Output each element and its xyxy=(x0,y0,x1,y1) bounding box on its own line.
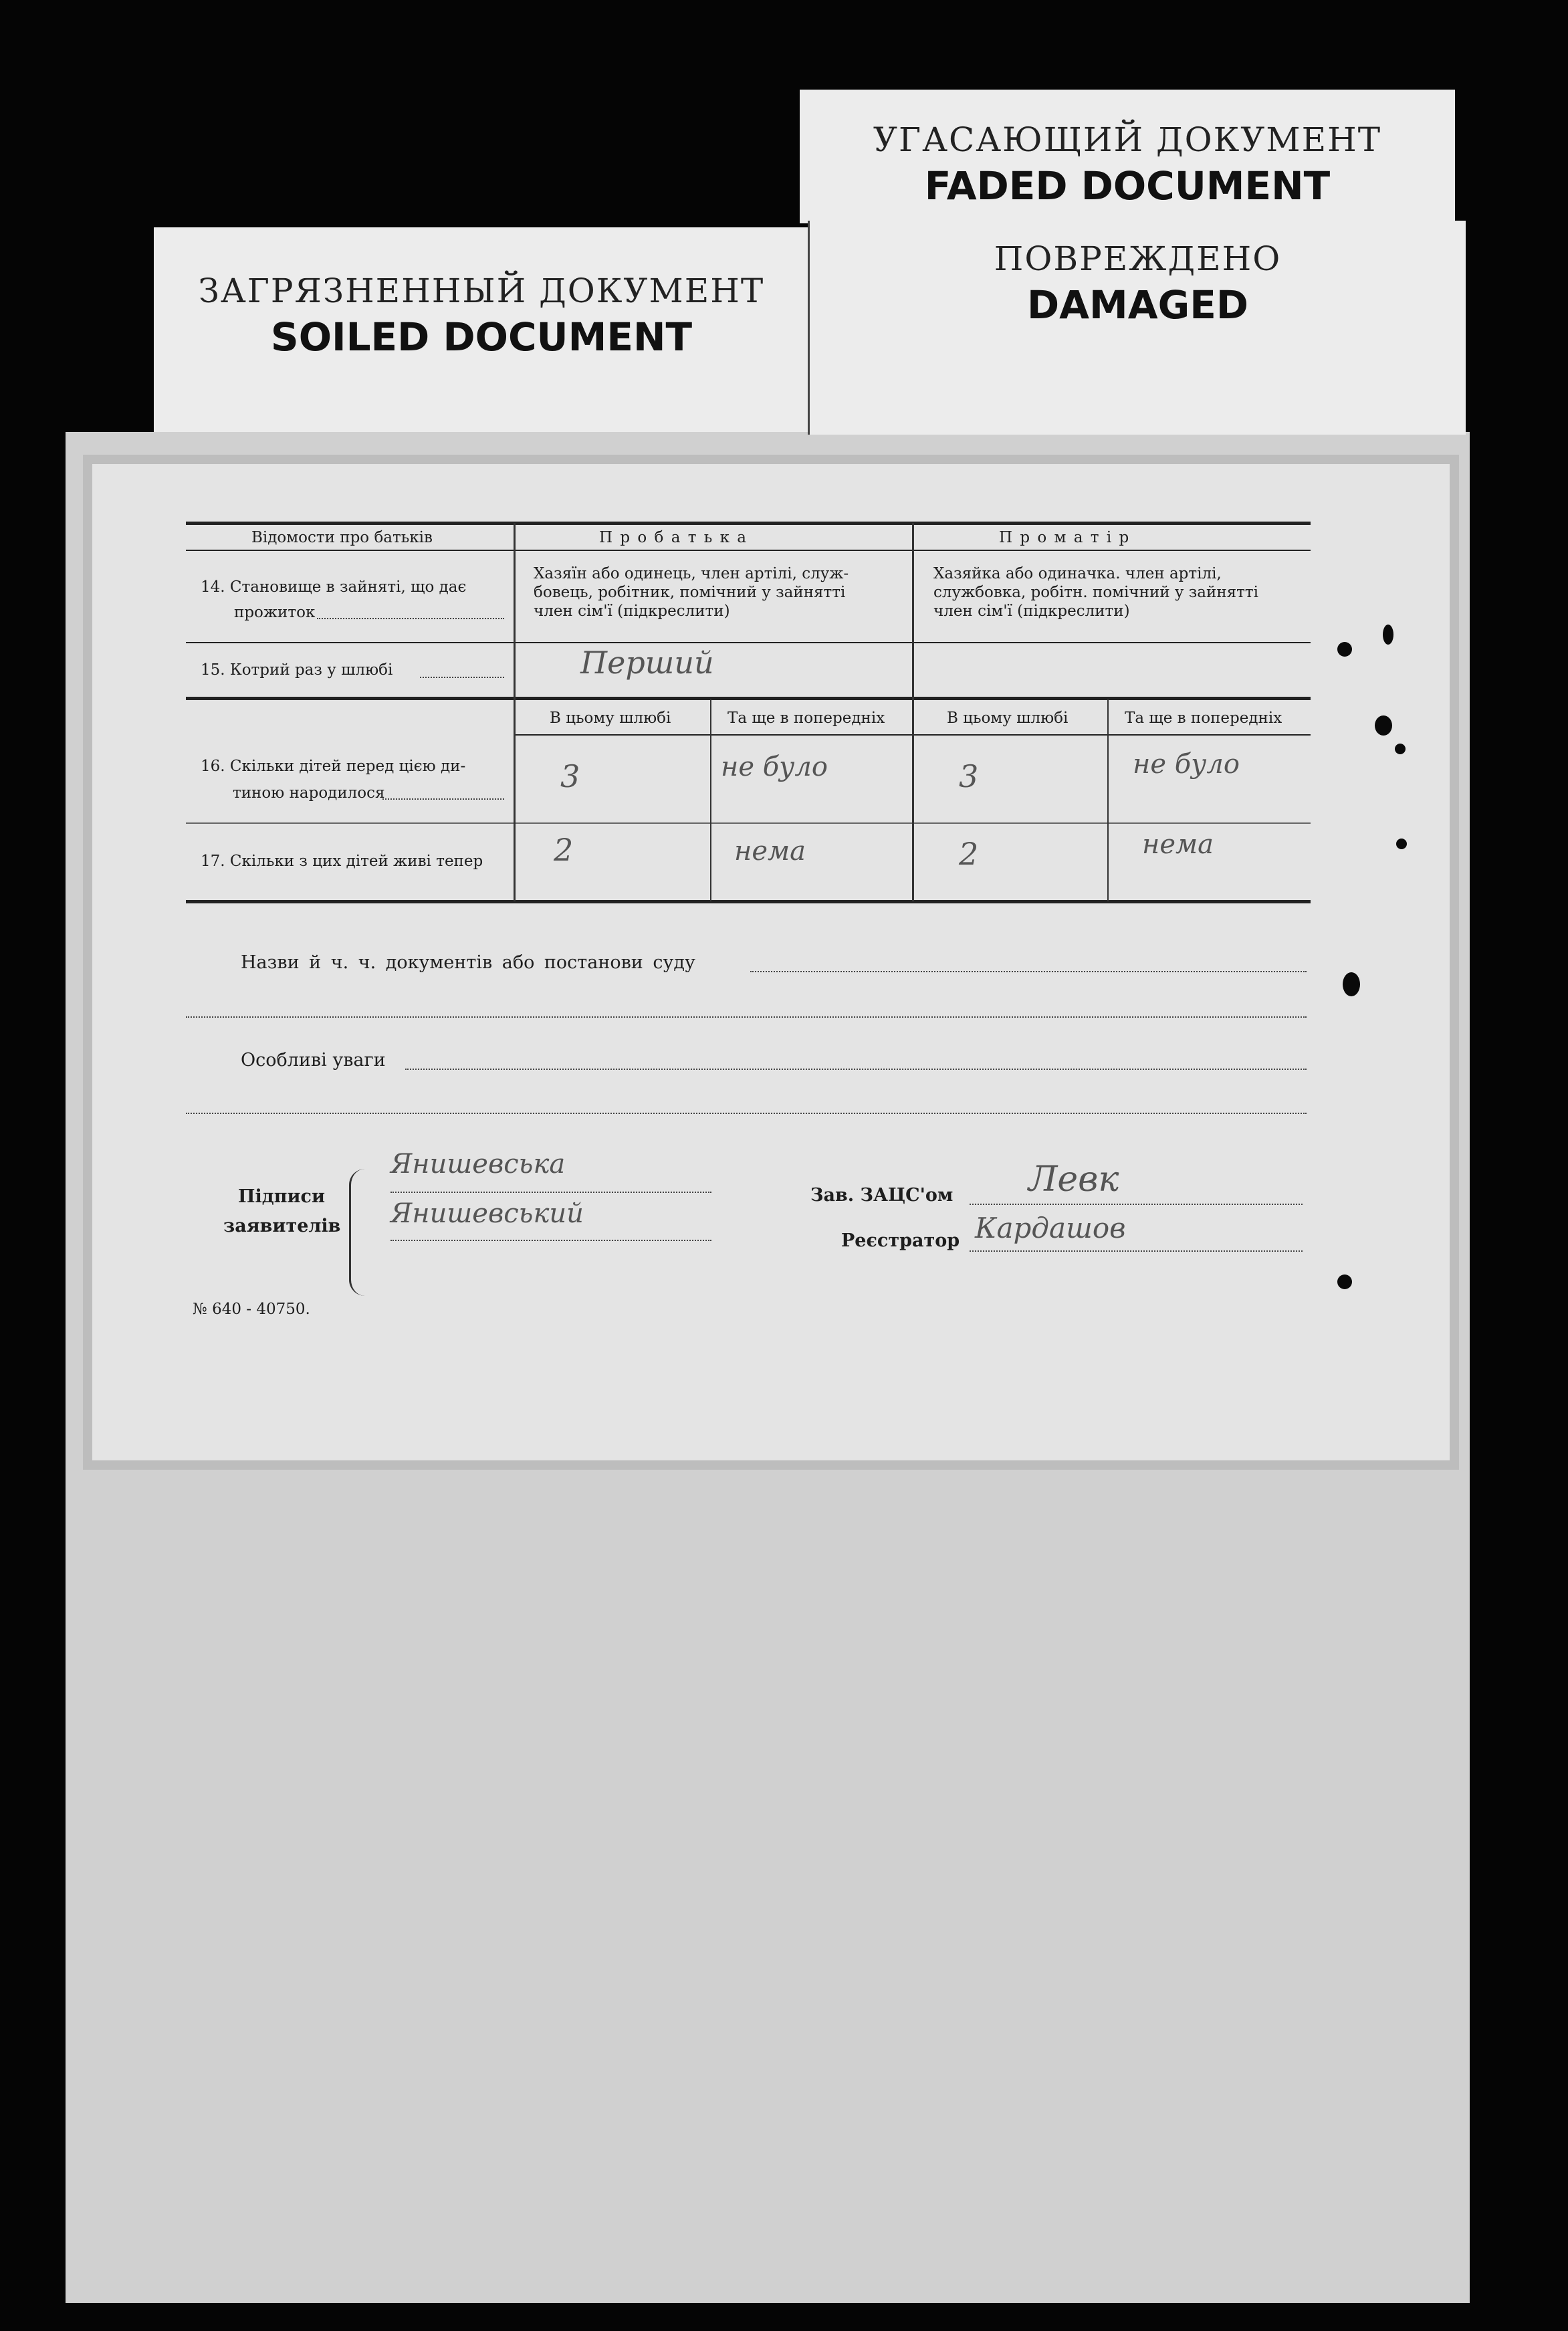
damage-hole xyxy=(1337,642,1352,657)
table-divider-mother xyxy=(1107,699,1109,901)
faded-label-en: FADED DOCUMENT xyxy=(924,163,1331,209)
row14-label: 14. Становище в зайняті, що дає xyxy=(201,578,467,596)
subheader-mother-this: В цьому шлюбі xyxy=(947,709,1069,727)
registrar-signature: Кардашов xyxy=(975,1212,1126,1244)
damage-hole xyxy=(1337,1274,1352,1289)
row17-mother-prev: нема xyxy=(1142,829,1214,860)
row14-label-cont: прожиток xyxy=(234,604,316,621)
registration-form-card xyxy=(92,464,1450,1460)
subheader-father-this: В цьому шлюбі xyxy=(550,709,671,727)
faded-document-label xyxy=(800,90,1455,223)
row14-father-options-1: Хазяїн або одинець, член артілі, служ- xyxy=(534,565,849,582)
row14-rule xyxy=(186,642,1311,643)
row16-mother-this: 3 xyxy=(959,758,979,794)
special-notes-label: Особливі уваги xyxy=(241,1050,386,1071)
soiled-label-ru: ЗАГРЯЗНЕННЫЙ ДОКУМЕНТ xyxy=(198,271,765,310)
subheader-mother-prev: Та ще в попередніх xyxy=(1125,709,1282,727)
table-divider-father xyxy=(710,699,711,901)
row14-father-options-3: член сім'ї (підкреслити) xyxy=(534,602,730,620)
row16-rule xyxy=(186,822,1311,824)
row16-father-prev: не було xyxy=(721,752,828,782)
damage-hole xyxy=(1383,625,1393,645)
form-number: № 640 - 40750. xyxy=(193,1301,310,1318)
row15-label: 15. Котрий раз у шлюбі xyxy=(201,661,393,679)
registry-head-line xyxy=(970,1204,1303,1205)
header-mother: П р о м а т і р xyxy=(999,529,1131,546)
special-notes-line-2 xyxy=(186,1113,1307,1114)
row14-leader-dots xyxy=(317,618,504,619)
court-documents-line-2 xyxy=(186,1016,1307,1018)
row14-mother-options-1: Хазяйка або одиначка. член артілі, xyxy=(933,565,1222,582)
row17-father-prev: нема xyxy=(734,836,806,867)
row16-label-cont: тиною народилося xyxy=(233,784,385,802)
faded-label-ru: УГАСАЮЩИЙ ДОКУМЕНТ xyxy=(873,120,1382,159)
applicant-signature-line-2 xyxy=(390,1240,711,1241)
table-top-rule xyxy=(186,522,1311,525)
row15-leader-dots xyxy=(420,677,504,678)
damaged-label-en: DAMAGED xyxy=(1026,282,1248,328)
row15-father-handwriting: Перший xyxy=(580,645,714,681)
row15-rule xyxy=(186,697,1311,700)
registrar-line xyxy=(970,1250,1303,1252)
registry-head-label: Зав. ЗАЦС'ом xyxy=(810,1185,954,1206)
row16-label: 16. Скільки дітей перед цією ди- xyxy=(201,758,466,775)
damage-hole xyxy=(1395,744,1406,754)
applicant-signature-line-1 xyxy=(390,1192,711,1193)
table-bottom-rule xyxy=(186,900,1311,903)
court-documents-label: Назви й ч. ч. документів або постанови суду xyxy=(241,952,695,973)
table-divider-2 xyxy=(912,523,914,901)
court-documents-line xyxy=(750,971,1307,972)
damaged-document-label xyxy=(808,221,1466,435)
soiled-document-label xyxy=(154,227,809,432)
row17-father-this: 2 xyxy=(554,832,574,868)
signatures-brace xyxy=(349,1169,368,1296)
table-header-rule xyxy=(186,550,1311,551)
applicant-signatures-label-cont: заявителів xyxy=(223,1216,341,1236)
row14-father-options-2: бовець, робітник, помічний у зайнятті xyxy=(534,584,846,601)
damage-hole xyxy=(1396,839,1407,849)
registrar-label: Реєстратор xyxy=(841,1230,960,1251)
subheader-father-prev: Та ще в попередніх xyxy=(727,709,885,727)
table-divider-1 xyxy=(514,523,516,901)
row17-mother-this: 2 xyxy=(959,836,979,872)
header-parents-info: Відомости про батьків xyxy=(251,529,433,546)
row17-label: 17. Скільки з цих дітей живі тепер xyxy=(201,853,483,870)
row16-leader-dots xyxy=(382,798,504,800)
applicant-signatures-label: Підписи xyxy=(238,1186,326,1207)
special-notes-line xyxy=(405,1069,1307,1070)
applicant-signature-1: Янишевська xyxy=(390,1149,566,1180)
applicant-signature-2: Янишевський xyxy=(390,1198,584,1229)
registry-head-signature: Левк xyxy=(1028,1159,1119,1200)
row14-mother-options-2: службовка, робітн. помічний у зайнятті xyxy=(933,584,1258,601)
row16-mother-prev: не було xyxy=(1133,749,1240,780)
soiled-label-en: SOILED DOCUMENT xyxy=(270,314,693,360)
row16-father-this: 3 xyxy=(560,758,580,794)
damage-hole xyxy=(1343,972,1360,996)
damaged-label-ru: ПОВРЕЖДЕНО xyxy=(994,239,1282,278)
row14-mother-options-3: член сім'ї (підкреслити) xyxy=(933,602,1130,620)
damage-hole xyxy=(1375,715,1392,736)
header-father: П р о б а т ь к а xyxy=(599,529,748,546)
